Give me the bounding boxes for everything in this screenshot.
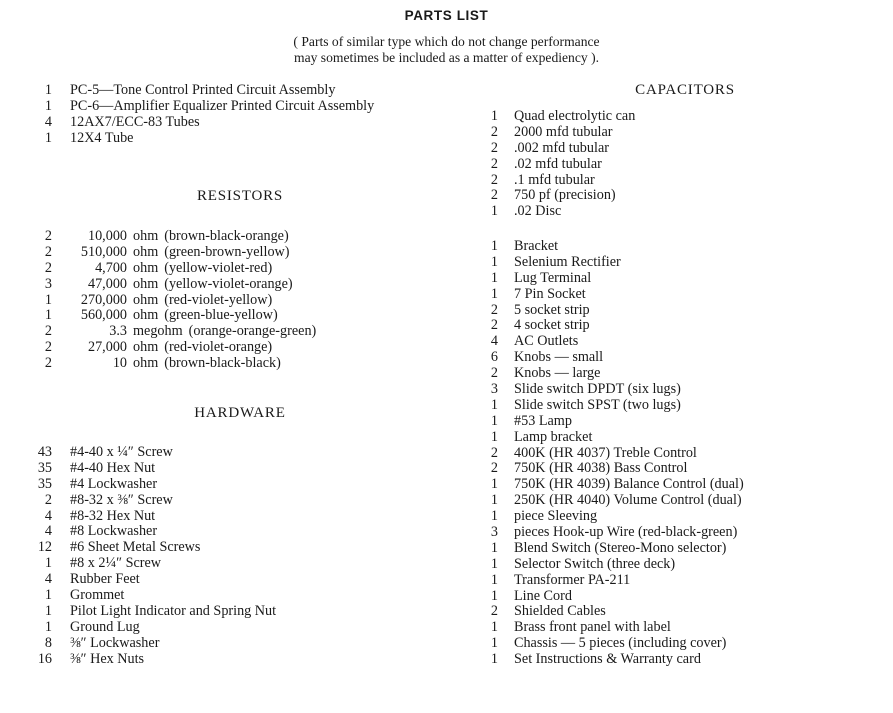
item-qty: 1 [490, 508, 498, 525]
note-line-1: ( Parts of similar type which do not change performance [293, 34, 600, 49]
resistor-value: 27,000 [87, 339, 127, 356]
list-item [30, 524, 276, 540]
resistor-color-code: (yellow-violet-orange) [164, 275, 293, 292]
item-qty: 2 [490, 603, 498, 620]
list-item [30, 588, 276, 604]
item-desc: #4-40 Hex Nut [70, 459, 156, 476]
resistor-unit: ohm [133, 307, 159, 324]
list-item [30, 509, 276, 525]
item-desc: ⅜″ Hex Nuts [70, 650, 145, 667]
item-qty: 1 [44, 129, 52, 146]
list-item [30, 477, 276, 493]
list-item [30, 245, 316, 261]
item-desc: Set Instructions & Warranty card [514, 651, 701, 668]
list-item [30, 461, 276, 477]
item-qty: 2 [490, 123, 498, 140]
resistor-color-code: (brown-black-black) [164, 355, 281, 372]
list-item [30, 540, 276, 556]
list-item [470, 446, 744, 462]
item-desc: Lamp bracket [514, 428, 593, 445]
item-qty: 2 [490, 301, 498, 318]
item-qty: 1 [44, 602, 52, 619]
item-qty: 1 [44, 82, 52, 98]
item-qty: 4 [44, 113, 52, 130]
list-item [470, 589, 744, 605]
list-item [30, 604, 276, 620]
item-desc: Line Cord [514, 587, 572, 604]
resistor-unit: ohm [133, 355, 159, 372]
item-desc: #6 Sheet Metal Screws [70, 539, 201, 556]
item-desc: Rubber Feet [70, 571, 140, 588]
list-item [30, 340, 316, 356]
resistor-unit: ohm [133, 243, 159, 260]
misc-parts-list [470, 239, 744, 668]
item-qty: 1 [44, 555, 52, 572]
item-qty: 1 [490, 269, 498, 286]
resistor-unit: ohm [133, 291, 159, 308]
resistor-color-code: (brown-black-orange) [164, 228, 289, 244]
list-item [30, 636, 276, 652]
resistor-value: 4,700 [95, 259, 127, 276]
item-qty: 2 [490, 444, 498, 461]
item-qty: 2 [44, 339, 52, 356]
item-desc: #4 Lockwasher [70, 475, 158, 492]
list-item [470, 141, 635, 157]
resistors-list [30, 229, 316, 372]
item-desc: pieces Hook-up Wire (red-black-green) [514, 524, 738, 541]
item-qty: 4 [490, 333, 498, 350]
item-qty: 43 [37, 444, 52, 460]
item-qty: 2 [490, 365, 498, 382]
item-desc: piece Sleeving [514, 508, 598, 525]
item-desc: Slide switch SPST (two lugs) [514, 396, 681, 413]
item-qty: 2 [490, 317, 498, 334]
item-qty: 1 [44, 97, 52, 114]
item-qty: 1 [490, 492, 498, 509]
resistor-value: 3.3 [109, 323, 127, 340]
item-desc: #8-32 x ⅜″ Screw [70, 491, 173, 508]
item-qty: 2 [44, 228, 52, 244]
resistor-value: 560,000 [80, 307, 127, 324]
resistor-value: 270,000 [80, 291, 127, 308]
item-desc: Ground Lug [70, 618, 140, 635]
resistor-value: 10,000 [87, 228, 127, 244]
item-desc: Blend Switch (Stereo-Mono selector) [514, 539, 727, 556]
resistor-color-code: (green-blue-yellow) [164, 307, 278, 324]
list-item [30, 572, 276, 588]
item-desc: 4 socket strip [514, 317, 590, 334]
item-desc: .1 mfd tubular [514, 171, 595, 188]
item-qty: 2 [490, 171, 498, 188]
resistor-unit: megohm [133, 323, 183, 340]
list-item [470, 509, 744, 525]
list-item [470, 204, 635, 220]
item-qty: 1 [490, 412, 498, 429]
item-desc: #53 Lamp [514, 412, 572, 429]
item-qty: 1 [490, 253, 498, 270]
list-item [470, 414, 744, 430]
item-qty: 35 [37, 459, 52, 476]
item-desc: 2000 mfd tubular [514, 123, 613, 140]
list-item [470, 173, 635, 189]
list-item [30, 131, 374, 147]
resistors-heading: RESISTORS [196, 188, 284, 204]
capacitors-list [470, 109, 635, 220]
resistor-unit: ohm [133, 275, 159, 292]
list-item [470, 255, 744, 271]
list-item [470, 287, 744, 303]
item-qty: 2 [490, 460, 498, 477]
item-qty: 2 [44, 323, 52, 340]
item-desc: 250K (HR 4040) Volume Control (dual) [514, 492, 742, 509]
item-qty: 2 [490, 155, 498, 172]
item-qty: 1 [44, 587, 52, 604]
item-qty: 2 [44, 355, 52, 372]
resistor-value: 10 [112, 355, 127, 372]
item-desc: 750 pf (precision) [514, 187, 616, 204]
item-qty: 2 [490, 139, 498, 156]
list-item [30, 99, 374, 115]
list-item [470, 157, 635, 173]
item-qty: 1 [490, 651, 498, 668]
list-item [470, 604, 744, 620]
item-qty: 1 [490, 238, 498, 254]
item-qty: 16 [37, 650, 52, 667]
list-item [30, 445, 276, 461]
list-item [30, 308, 316, 324]
item-qty: 1 [490, 428, 498, 445]
item-qty: 1 [44, 618, 52, 635]
item-desc: ⅜″ Lockwasher [70, 634, 160, 651]
list-item [470, 461, 744, 477]
list-item [30, 493, 276, 509]
item-qty: 3 [490, 381, 498, 398]
resistor-unit: ohm [133, 339, 159, 356]
item-desc: AC Outlets [514, 333, 579, 350]
note-line-2: may sometimes be included as a matter of expediency ). [294, 50, 599, 65]
note [0, 34, 893, 66]
resistor-color-code: (red-violet-yellow) [164, 291, 273, 308]
list-item [470, 557, 744, 573]
list-item [470, 125, 635, 141]
list-item [470, 239, 744, 255]
item-desc: Knobs — large [514, 365, 601, 382]
list-item [470, 541, 744, 557]
list-item [30, 324, 316, 340]
item-qty: 1 [490, 539, 498, 556]
item-desc: 400K (HR 4037) Treble Control [514, 444, 697, 461]
item-desc: Pilot Light Indicator and Spring Nut [70, 602, 277, 619]
list-item [470, 109, 635, 125]
list-item [470, 477, 744, 493]
list-item [30, 293, 316, 309]
list-item [470, 334, 744, 350]
page-title: PARTS LIST [404, 8, 489, 23]
list-item [470, 350, 744, 366]
assemblies-list [30, 83, 374, 147]
item-qty: 3 [490, 524, 498, 541]
item-desc: Slide switch DPDT (six lugs) [514, 381, 681, 398]
list-item [470, 525, 744, 541]
list-item [30, 277, 316, 293]
item-desc: 12AX7/ECC-83 Tubes [70, 113, 200, 130]
hardware-list [30, 445, 276, 667]
item-qty: 1 [490, 619, 498, 636]
item-desc: #8 Lockwasher [70, 523, 158, 540]
item-desc: Knobs — small [514, 349, 604, 366]
item-qty: 1 [44, 291, 52, 308]
item-desc: .02 Disc [514, 203, 562, 220]
item-qty: 1 [490, 396, 498, 413]
list-item [470, 430, 744, 446]
capacitors-heading: CAPACITORS [635, 82, 735, 98]
item-desc: 750K (HR 4039) Balance Control (dual) [514, 476, 744, 493]
item-desc: Brass front panel with label [514, 619, 671, 636]
item-qty: 6 [490, 349, 498, 366]
item-desc: Chassis — 5 pieces (including cover) [514, 635, 727, 652]
item-qty: 35 [37, 475, 52, 492]
resistor-unit: ohm [133, 259, 159, 276]
list-item [30, 620, 276, 636]
item-desc: PC-5—Tone Control Printed Circuit Assembly [70, 82, 336, 98]
item-qty: 1 [490, 635, 498, 652]
item-qty: 2 [44, 243, 52, 260]
list-item [470, 573, 744, 589]
list-item [30, 83, 374, 99]
item-desc: Transformer PA-211 [514, 571, 631, 588]
item-qty: 2 [490, 187, 498, 204]
item-desc: #4-40 x ¼″ Screw [70, 444, 173, 460]
item-qty: 8 [44, 634, 52, 651]
resistor-unit: ohm [133, 228, 159, 244]
item-desc: #8-32 Hex Nut [70, 507, 156, 524]
resistor-color-code: (red-violet-orange) [164, 339, 273, 356]
item-desc: 5 socket strip [514, 301, 590, 318]
item-desc: Shielded Cables [514, 603, 606, 620]
item-qty: 4 [44, 523, 52, 540]
list-item [30, 356, 316, 372]
item-qty: 2 [44, 491, 52, 508]
item-desc: Selector Switch (three deck) [514, 555, 676, 572]
item-desc: Selenium Rectifier [514, 253, 621, 270]
resistor-value: 510,000 [80, 243, 127, 260]
item-desc: .02 mfd tubular [514, 155, 602, 172]
item-desc: 12X4 Tube [70, 129, 134, 146]
item-qty: 1 [490, 587, 498, 604]
resistor-value: 47,000 [87, 275, 127, 292]
item-desc: .002 mfd tubular [514, 139, 609, 156]
item-qty: 3 [44, 275, 52, 292]
item-qty: 1 [490, 285, 498, 302]
list-item [30, 115, 374, 131]
item-desc: 750K (HR 4038) Bass Control [514, 460, 688, 477]
list-item [470, 318, 744, 334]
list-item [30, 229, 316, 245]
list-item [470, 652, 744, 668]
resistor-color-code: (green-brown-yellow) [164, 243, 290, 260]
list-item [470, 620, 744, 636]
resistor-color-code: (orange-orange-green) [188, 323, 317, 340]
list-item [470, 303, 744, 319]
item-desc: Quad electrolytic can [514, 108, 636, 124]
item-qty: 12 [37, 539, 52, 556]
item-desc: Bracket [514, 238, 559, 254]
item-qty: 1 [490, 203, 498, 220]
list-item [470, 398, 744, 414]
list-item [30, 261, 316, 277]
item-desc: Grommet [70, 587, 125, 604]
item-desc: #8 x 2¼″ Screw [70, 555, 162, 572]
item-desc: PC-6—Amplifier Equalizer Printed Circuit Assembly [70, 97, 375, 114]
item-qty: 1 [44, 307, 52, 324]
list-item [30, 556, 276, 572]
item-qty: 4 [44, 571, 52, 588]
item-qty: 1 [490, 108, 498, 124]
item-qty: 2 [44, 259, 52, 276]
list-item [470, 493, 744, 509]
list-item [30, 652, 276, 668]
item-qty: 4 [44, 507, 52, 524]
list-item [470, 366, 744, 382]
item-desc: 7 Pin Socket [514, 285, 586, 302]
list-item [470, 636, 744, 652]
hardware-heading: HARDWARE [194, 405, 286, 421]
list-item [470, 271, 744, 287]
list-item [470, 188, 635, 204]
item-qty: 1 [490, 555, 498, 572]
item-desc: Lug Terminal [514, 269, 592, 286]
list-item [470, 382, 744, 398]
item-qty: 1 [490, 476, 498, 493]
item-qty: 1 [490, 571, 498, 588]
resistor-color-code: (yellow-violet-red) [164, 259, 273, 276]
